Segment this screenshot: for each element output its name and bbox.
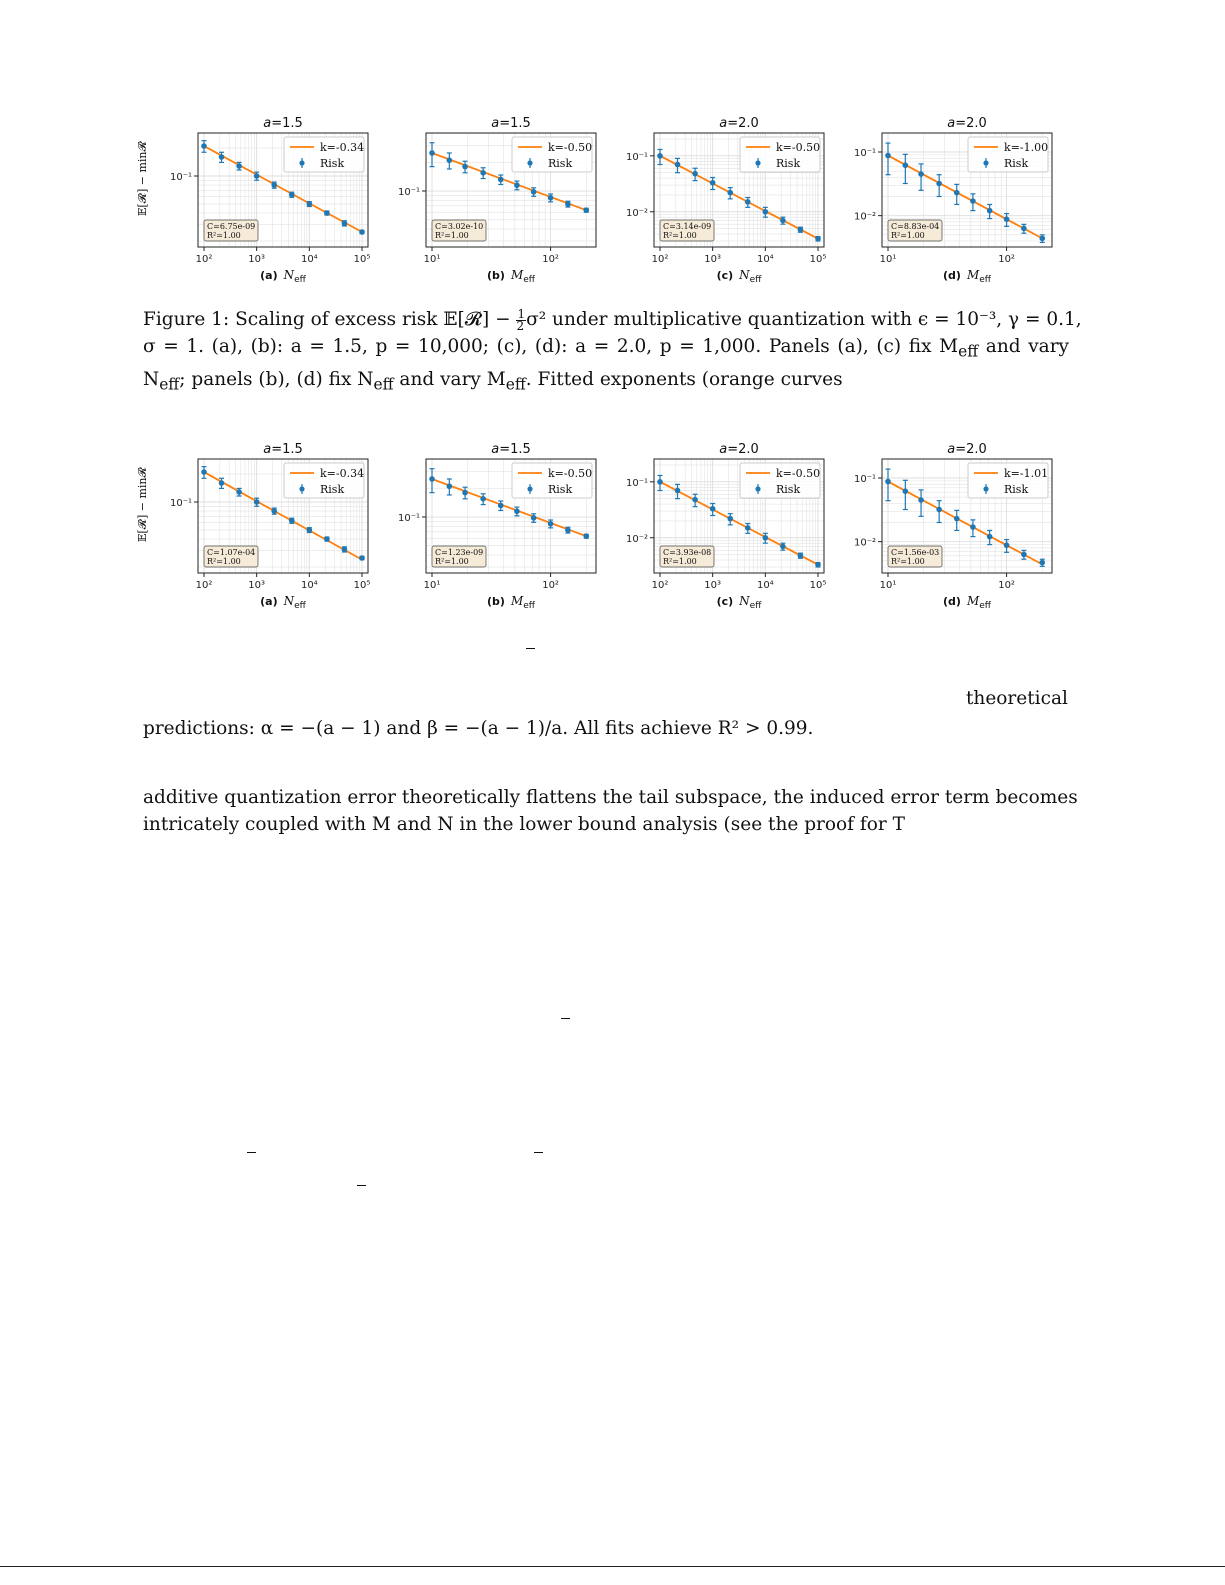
y-tick-label: 10⁻²	[853, 537, 876, 549]
subcaption-label: (a)	[260, 595, 278, 608]
chart-svg	[596, 116, 827, 266]
legend-risk-label: Risk	[776, 157, 801, 170]
chart-svg	[824, 442, 1052, 592]
panel-subcaption	[882, 268, 1052, 285]
panel-title-value: =1.5	[271, 442, 303, 457]
fit-note-r2: R²=1.00	[663, 557, 697, 566]
risk-point	[498, 177, 504, 183]
fit-note-r2: R²=1.00	[891, 557, 925, 566]
risk-point	[429, 476, 435, 482]
risk-point	[675, 488, 681, 494]
subcaption-label: (d)	[943, 269, 961, 282]
subcaption-var: N	[283, 268, 295, 282]
chart-panel	[824, 442, 1052, 612]
y-tick-label: 10⁻¹	[397, 513, 420, 525]
subscript: eff	[958, 342, 979, 361]
legend-fit-label: k=-1.01	[1004, 467, 1049, 480]
risk-point	[548, 195, 554, 201]
risk-point	[1021, 226, 1027, 232]
risk-point	[954, 190, 960, 196]
risk-point	[763, 209, 769, 215]
fit-note-r2: R²=1.00	[207, 557, 241, 566]
x-tick-label: 10⁴	[756, 254, 774, 265]
figure-1-caption	[143, 306, 1082, 398]
y-tick-label: 10⁻²	[853, 211, 876, 223]
caption-line-3	[143, 366, 1069, 399]
y-tick-label: 10⁻²	[625, 207, 648, 219]
panel-subcaption	[882, 594, 1052, 611]
caption-line-1	[143, 306, 1082, 333]
predictions-line: predictions: α = −(a − 1) and β = −(a − 1)/a. All fits achieve R² > 0.99.	[143, 718, 814, 739]
caption-text: . Fitted exponents (orange curves	[525, 368, 843, 390]
y-tick-label: 10⁻¹	[169, 172, 192, 184]
risk-point	[970, 198, 976, 204]
body-paragraph	[143, 784, 1078, 838]
y-axis-label: 𝔼[𝓡] − min𝓡	[136, 141, 149, 216]
fit-note-r2: R²=1.00	[663, 231, 697, 240]
y-tick-label: 10⁻¹	[625, 477, 648, 489]
legend-risk-swatch	[527, 160, 532, 165]
panel-title-var: a	[263, 442, 272, 457]
x-tick-label: 10²	[998, 580, 1015, 591]
panel-title-value: =2.0	[727, 116, 759, 131]
figure-1-row	[136, 116, 1080, 286]
risk-point	[780, 544, 786, 550]
chart-panel	[140, 116, 371, 286]
subcaption-subscript: eff	[294, 275, 306, 286]
legend-risk-swatch	[299, 486, 304, 491]
risk-point	[236, 489, 242, 495]
risk-point	[447, 483, 453, 489]
subscript: eff	[505, 375, 526, 394]
artifact-dash	[247, 1152, 256, 1153]
risk-point	[531, 515, 537, 521]
panel-subcaption	[198, 268, 368, 285]
legend-fit-label: k=-0.50	[776, 467, 821, 480]
fit-note-c: C=3.02e-10	[435, 222, 484, 231]
panel-subcaption	[198, 594, 368, 611]
fit-note-c: C=1.07e-04	[207, 548, 256, 557]
legend-risk-swatch	[755, 486, 760, 491]
risk-point	[307, 201, 313, 207]
artifact-dash	[561, 1018, 570, 1019]
artifact-dash	[357, 1185, 366, 1186]
x-tick-label: 10¹	[423, 254, 441, 265]
y-tick-label: 10⁻¹	[169, 498, 192, 510]
panel-subcaption	[654, 268, 824, 285]
risk-point	[798, 227, 804, 233]
risk-point	[815, 236, 821, 242]
x-tick-label: 10¹	[879, 254, 897, 265]
risk-point	[289, 518, 295, 524]
legend-risk-label: Risk	[1004, 483, 1029, 496]
subcaption-subscript: eff	[749, 601, 762, 612]
panel-subcaption	[426, 594, 596, 611]
y-tick-label: 10⁻¹	[625, 151, 648, 163]
legend-risk-swatch	[755, 160, 760, 165]
panel-title-value: =2.0	[727, 442, 759, 457]
y-tick-label: 10⁻²	[625, 533, 648, 545]
risk-point	[1004, 216, 1010, 222]
artifact-dash	[534, 1152, 543, 1153]
fit-note-r2: R²=1.00	[891, 231, 925, 240]
risk-point	[1004, 542, 1010, 548]
risk-point	[254, 499, 260, 505]
risk-point	[745, 199, 751, 205]
risk-point	[918, 171, 924, 177]
subcaption-var: M	[510, 268, 524, 282]
legend-fit-label: k=-0.34	[320, 141, 365, 154]
subcaption-subscript: eff	[523, 275, 535, 286]
subcaption-var: N	[739, 268, 750, 282]
fit-note-c: C=3.14e-09	[663, 222, 712, 231]
x-tick-label: 10²	[195, 580, 213, 591]
risk-point	[254, 173, 260, 179]
caption-text: σ = 1. (a), (b): a = 1.5, p = 10,000; (c), (d): a = 2.0, p = 1,000. Panels (a), (c) fix M	[143, 336, 959, 357]
panel-title-var: a	[719, 442, 728, 457]
x-tick-label: 10⁵	[809, 254, 827, 265]
chart-svg	[368, 442, 596, 592]
risk-point	[727, 516, 733, 522]
risk-point	[531, 189, 537, 195]
risk-point	[307, 527, 313, 533]
risk-point	[548, 521, 554, 527]
x-tick-label: 10³	[248, 254, 266, 265]
fit-note-c: C=1.23e-09	[435, 548, 484, 557]
risk-point	[692, 497, 698, 503]
legend-risk-label: Risk	[320, 483, 345, 496]
x-tick-label: 10²	[195, 254, 213, 265]
subcaption-subscript: eff	[979, 601, 991, 612]
risk-point	[583, 207, 589, 213]
caption-text: Figure 1: Scaling of excess risk 𝔼[𝓡] −	[143, 309, 511, 330]
chart-svg	[368, 116, 596, 266]
risk-point	[954, 516, 960, 522]
risk-point	[201, 143, 207, 149]
subcaption-subscript: eff	[979, 275, 991, 286]
legend-fit-label: k=-1.00	[1004, 141, 1049, 154]
caption-text: ; panels (b), (d) fix N	[179, 368, 374, 390]
risk-point	[936, 507, 942, 513]
risk-point	[780, 218, 786, 224]
legend-fit-label: k=-0.50	[776, 141, 821, 154]
x-tick-label: 10³	[248, 580, 266, 591]
legend-fit-label: k=-0.34	[320, 467, 365, 480]
panel-title-var: a	[947, 116, 956, 131]
subcaption-label: (c)	[716, 595, 734, 608]
subcaption-var: M	[510, 594, 524, 608]
panel-title-var: a	[491, 442, 500, 457]
risk-point	[710, 180, 716, 186]
subcaption-subscript: eff	[294, 601, 306, 612]
subcaption-label: (d)	[943, 595, 961, 608]
caption-text: and vary	[985, 336, 1069, 357]
risk-point	[657, 153, 663, 159]
chart-panel	[368, 116, 596, 286]
risk-point	[970, 524, 976, 530]
x-tick-label: 10⁴	[756, 580, 774, 591]
panel-title-value: =1.5	[499, 442, 531, 457]
risk-point	[1039, 236, 1045, 242]
subcaption-subscript: eff	[523, 601, 535, 612]
subcaption-var: M	[966, 268, 980, 282]
chart-svg	[596, 442, 827, 592]
legend-risk-label: Risk	[320, 157, 345, 170]
risk-point	[657, 479, 663, 485]
risk-point	[498, 503, 504, 509]
panel-title-var: a	[719, 116, 728, 131]
risk-point	[359, 229, 365, 235]
risk-point	[903, 162, 909, 168]
x-tick-label: 10⁴	[300, 254, 318, 265]
risk-point	[514, 508, 520, 514]
risk-point	[583, 533, 589, 539]
risk-point	[289, 192, 295, 198]
x-tick-label: 10⁵	[353, 254, 371, 265]
risk-point	[987, 208, 993, 214]
risk-point	[236, 163, 242, 169]
subcaption-label: (b)	[487, 595, 505, 608]
risk-point	[219, 154, 225, 160]
risk-point	[918, 497, 924, 503]
x-tick-label: 10⁵	[353, 580, 371, 591]
fraction-denominator: 2	[516, 318, 525, 333]
risk-point	[565, 527, 571, 533]
risk-point	[936, 181, 942, 187]
subcaption-subscript: eff	[749, 275, 762, 286]
caption-text: N	[143, 368, 160, 390]
x-tick-label: 10²	[651, 580, 669, 591]
risk-point	[342, 221, 348, 227]
fit-note-r2: R²=1.00	[207, 231, 241, 240]
subscript: eff	[159, 375, 180, 394]
panel-subcaption	[654, 594, 824, 611]
risk-point	[359, 555, 365, 561]
x-tick-label: 10¹	[879, 580, 897, 591]
risk-point	[480, 496, 486, 502]
legend-risk-label: Risk	[776, 483, 801, 496]
fit-note-r2: R²=1.00	[435, 557, 469, 566]
chart-svg	[140, 116, 371, 266]
panel-subcaption	[426, 268, 596, 285]
risk-point	[798, 553, 804, 559]
risk-point	[692, 171, 698, 177]
risk-point	[1021, 552, 1027, 558]
risk-point	[271, 508, 277, 514]
y-axis-label: 𝔼[𝓡] − min𝓡	[136, 467, 149, 542]
y-tick-label: 10⁻¹	[397, 187, 420, 199]
x-tick-label: 10³	[704, 580, 722, 591]
risk-point	[271, 182, 277, 188]
risk-point	[201, 469, 207, 475]
chart-svg	[140, 442, 371, 592]
fraction-numerator: 1	[517, 306, 526, 321]
chart-panel	[140, 442, 371, 612]
caption-line-2	[143, 333, 1069, 366]
x-tick-label: 10¹	[423, 580, 441, 591]
x-tick-label: 10²	[651, 254, 669, 265]
figure-2-row	[136, 442, 1080, 612]
x-tick-label: 10³	[704, 254, 722, 265]
chart-panel	[596, 442, 827, 612]
subcaption-label: (a)	[260, 269, 278, 282]
artifact-dash	[526, 648, 535, 649]
legend-risk-label: Risk	[548, 157, 573, 170]
subscript: eff	[373, 375, 394, 394]
y-tick-label: 10⁻¹	[853, 473, 876, 485]
risk-point	[565, 201, 571, 207]
risk-point	[480, 170, 486, 176]
fit-note-c: C=3.93e-08	[663, 548, 712, 557]
risk-point	[885, 153, 891, 159]
risk-point	[1039, 560, 1045, 566]
x-tick-label: 10⁴	[300, 580, 318, 591]
subcaption-label: (b)	[487, 269, 505, 282]
risk-point	[815, 562, 821, 568]
panel-title-value: =2.0	[955, 116, 987, 131]
caption-text: σ² under multiplicative quantization with ϵ = 10⁻³, γ = 0.1,	[526, 309, 1082, 330]
x-tick-label: 10²	[542, 254, 559, 265]
panel-title-value: =1.5	[499, 116, 531, 131]
risk-point	[429, 150, 435, 156]
risk-point	[987, 534, 993, 540]
panel-title-var: a	[947, 442, 956, 457]
legend-fit-label: k=-0.50	[548, 467, 593, 480]
risk-point	[462, 164, 468, 170]
risk-point	[514, 182, 520, 188]
subcaption-var: N	[739, 594, 750, 608]
chart-panel	[596, 116, 827, 286]
legend-risk-swatch	[983, 486, 988, 491]
y-tick-label: 10⁻¹	[853, 147, 876, 159]
chart-svg	[824, 116, 1052, 266]
risk-point	[324, 536, 330, 542]
risk-point	[324, 210, 330, 216]
legend-fit-label: k=-0.50	[548, 141, 593, 154]
subcaption-var: N	[283, 594, 295, 608]
paragraph-line-2: intricately coupled with M and N in the lower bound analysis (see the proof for T	[143, 814, 905, 835]
panel-title-var: a	[263, 116, 272, 131]
chart-panel	[824, 116, 1052, 286]
x-tick-label: 10²	[542, 580, 559, 591]
legend-risk-label: Risk	[1004, 157, 1029, 170]
page-bottom-rule	[0, 1566, 1225, 1567]
legend-risk-swatch	[527, 486, 532, 491]
risk-point	[342, 547, 348, 553]
chart-panel	[368, 442, 596, 612]
risk-point	[219, 480, 225, 486]
risk-point	[763, 535, 769, 541]
fraction-half	[516, 306, 526, 333]
risk-point	[675, 162, 681, 168]
risk-point	[462, 490, 468, 496]
legend-risk-swatch	[299, 160, 304, 165]
risk-point	[745, 525, 751, 531]
fit-note-r2: R²=1.00	[435, 231, 469, 240]
legend-risk-swatch	[983, 160, 988, 165]
panel-title-value: =2.0	[955, 442, 987, 457]
risk-point	[710, 506, 716, 512]
fragment-theoretical: theoretical	[966, 688, 1068, 709]
paragraph-line-1: additive quantization error theoretically flattens the tail subspace, the induced error term becomes	[143, 787, 1078, 808]
fit-note-c: C=1.56e-03	[891, 548, 940, 557]
caption-text: and vary M	[399, 368, 506, 390]
legend-risk-label: Risk	[548, 483, 573, 496]
risk-point	[727, 190, 733, 196]
fit-note-c: C=8.83e-04	[891, 222, 940, 231]
subcaption-label: (c)	[716, 269, 734, 282]
x-tick-label: 10²	[998, 254, 1015, 265]
x-tick-label: 10⁵	[809, 580, 827, 591]
subcaption-var: M	[966, 594, 980, 608]
risk-point	[447, 157, 453, 163]
fit-note-c: C=6.75e-09	[207, 222, 256, 231]
risk-point	[885, 479, 891, 485]
risk-point	[903, 488, 909, 494]
panel-title-value: =1.5	[271, 116, 303, 131]
panel-title-var: a	[491, 116, 500, 131]
